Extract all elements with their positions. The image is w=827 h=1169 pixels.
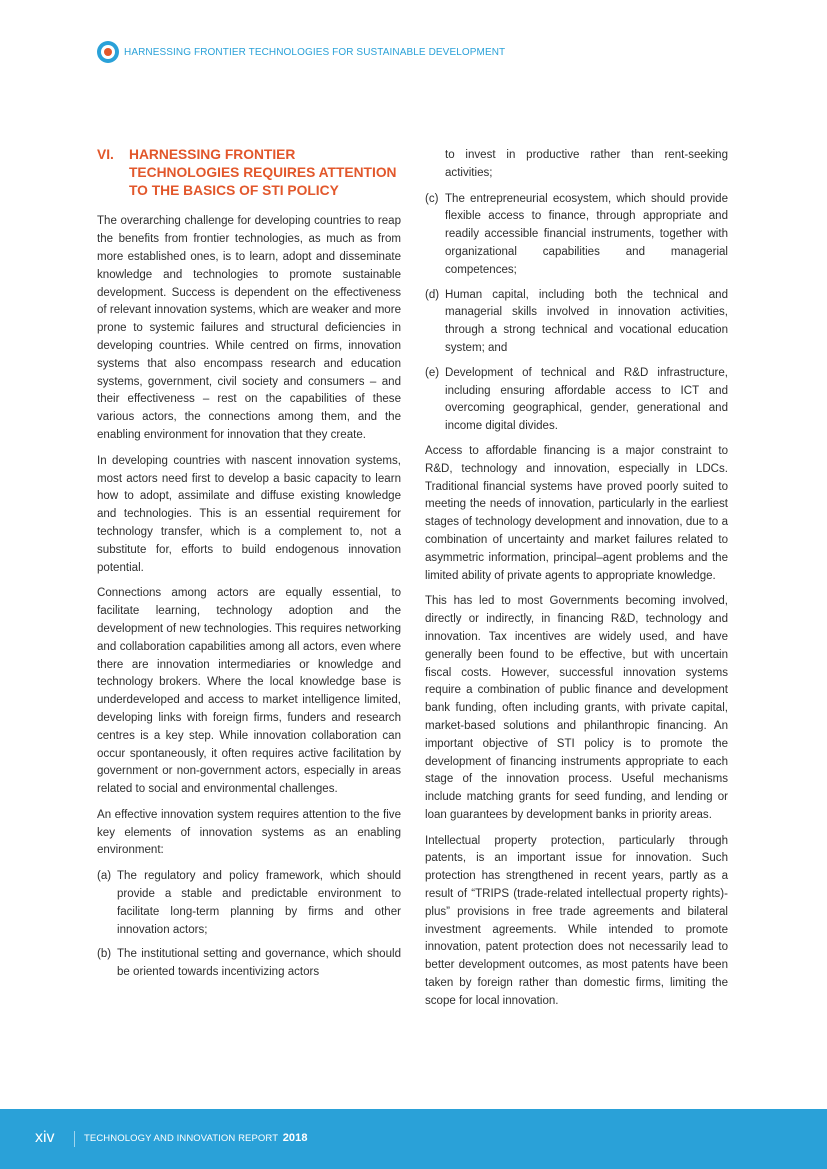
paragraph: This has led to most Governments becoming involved, directly or indirectly, in financing R&D, technology and innovation. Tax incentives are widely used, and have generally been found to be effective, but with uncertain fiscal costs. However, successful innovation systems require a combination of public finance and development bank funding, often including grants, with private capital, market-based solutions and philanthropic financing. An important objective of STI policy is to promote the development of financing instruments appropriate to each stage of the innovation process. Useful mechanisms include matching grants for seed funding, and lending or loan guarantees by development banks in priority areas. <box>425 595 728 821</box>
running-header <box>97 41 505 63</box>
list-item <box>425 287 728 358</box>
section-number: VI. <box>97 147 114 162</box>
right-column <box>425 147 728 1019</box>
report-year: 2018 <box>282 1132 308 1144</box>
page-footer <box>0 1109 827 1169</box>
list-item-label: (a) <box>97 870 112 883</box>
list-item <box>425 365 728 436</box>
page-number: xiv <box>35 1129 55 1146</box>
list-item-label: (e) <box>425 366 440 379</box>
list-item-text: Human capital, including both the technical and managerial skills involved in innovation activities, through a strong technical and vocational education system; and <box>445 288 728 354</box>
paragraph: Intellectual property protection, particularly through patents, is an important issue for innovation. Such protection has strengthened in recent years, partly as a result of “TRIPS (trade-related intellectual property rights)-plus” provisions in free trade agreements and bilateral investment agreements. While intended to promote innovation, patent protection does not necessarily lead to better development outcomes, as most patents have been taken by foreign rather than domestic firms, limiting the scope for local innovation. <box>425 834 728 1007</box>
running-header-title: HARNESSING FRONTIER TECHNOLOGIES FOR SUSTAINABLE DEVELOPMENT <box>124 46 506 58</box>
list-item <box>97 946 401 982</box>
section-title: HARNESSING FRONTIER TECHNOLOGIES REQUIRES ATTENTION TO THE BASICS OF STI POLICY <box>129 147 397 198</box>
list-item-label: (b) <box>97 948 112 961</box>
section-heading <box>97 146 401 199</box>
list-item-text: The entrepreneurial ecosystem, which should provide flexible access to finance, through appropriate and readily accessible financial instruments, together with organizational capabilities and managerial competences; <box>445 192 728 276</box>
paragraph: The overarching challenge for developing countries to reap the benefits from frontier technologies, as much as from more established ones, is to learn, adopt and disseminate knowledge and technologies to promote sustainable development. Success is dependent on the effectiveness of relevant innovation systems, which are weaker and more prone to systemic failures and structural deficiencies in developing countries. While centred on firms, innovation systems that also encompass research and education systems, government, civil society and consumers – and their effectiveness – rest on the capabilities of these various actors, the connections among them, and the enabling environment for innovation that they create. <box>97 215 401 441</box>
list-item-text: The regulatory and policy framework, which should provide a stable and predictable environment to facilitate long-term planning by firms and other innovation actors; <box>117 870 401 936</box>
list-item-continuation: to invest in productive rather than rent-seeking activities; <box>445 149 728 179</box>
left-column <box>97 146 401 989</box>
paragraph: Access to affordable financing is a major constraint to R&D, technology and innovation, especially in LDCs. Traditional financial systems have proved poorly suited to meeting the needs of innovation, particularly in the earliest stages of technology development and innovation, due to a combination of uncertainty and market failures related to asymmetric information, principal–agent problems and the limited ability of private agents to appropriate knowledge. <box>425 444 728 582</box>
list-item-label: (c) <box>425 192 439 205</box>
paragraph: In developing countries with nascent innovation systems, most actors need first to develop a basic capacity to learn how to adopt, assimilate and diffuse existing knowledge and technologies. This is an essential requirement for technology transfer, which is a complement to, not a substitute for, efforts to build endogenous innovation potential. <box>97 454 401 574</box>
report-title: TECHNOLOGY AND INNOVATION REPORT <box>84 1133 278 1144</box>
list-item <box>425 191 728 280</box>
list-item <box>97 868 401 939</box>
list-item-label: (d) <box>425 288 440 301</box>
footer-report-title <box>84 1132 308 1144</box>
paragraph: An effective innovation system requires attention to the five key elements of innovation systems as an enabling environment: <box>97 808 401 857</box>
footer-divider <box>74 1131 75 1147</box>
target-logo-icon <box>97 41 119 63</box>
list-item-text: Development of technical and R&D infrastructure, including ensuring affordable access to ICT and overcoming geographical, gender, generational and income digital divides. <box>445 366 728 433</box>
list-item-text: The institutional setting and governance, which should be oriented towards incentivizing actors <box>117 948 401 979</box>
paragraph: Connections among actors are equally essential, to facilitate learning, technology adoption and the development of new technologies. This requires networking and collaboration capabilities among all actors, even where there are innovation intermediaries or knowledge and technology brokers. Where the local knowledge base is underdeveloped and access to market intelligence limited, developing links with foreign firms, funders and research centres is a key step. While innovation collaboration can occur spontaneously, it often requires active facilitation by government or non-government actors, especially in areas related to social and environmental challenges. <box>97 587 401 796</box>
